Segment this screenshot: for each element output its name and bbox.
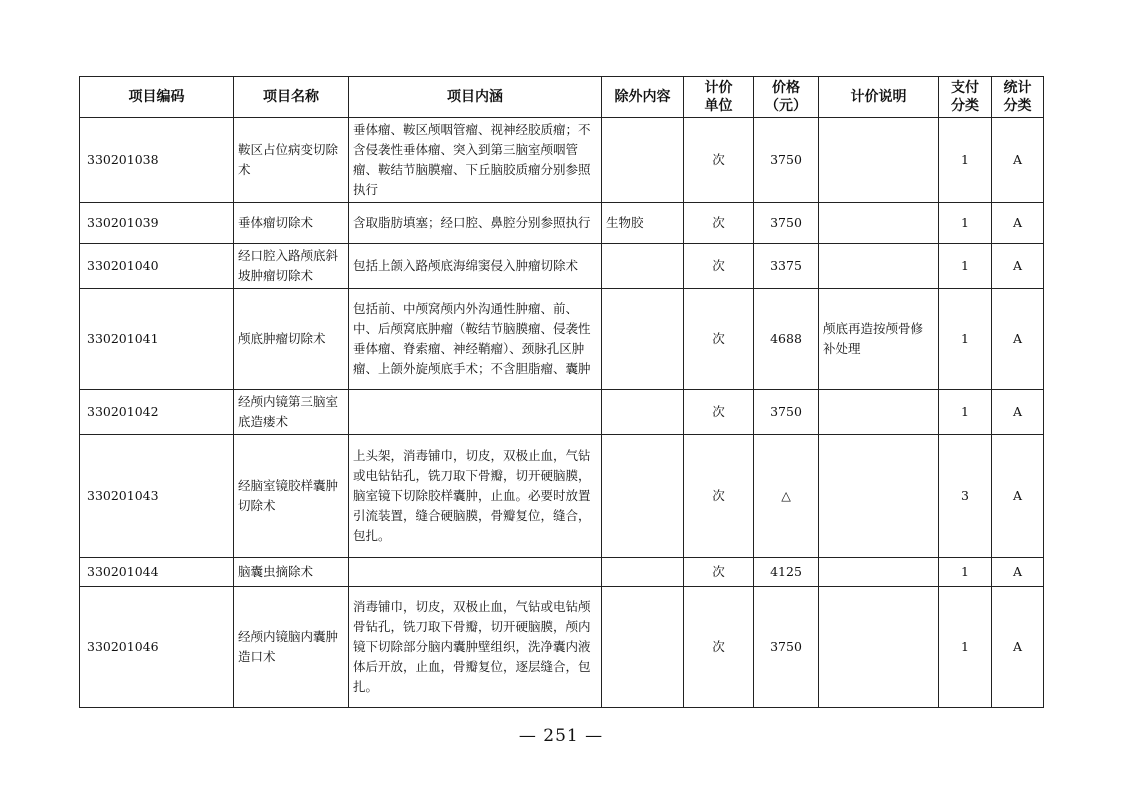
item-stat-class: A — [992, 435, 1044, 558]
item-stat-class: A — [992, 587, 1044, 708]
item-unit: 次 — [684, 244, 754, 289]
item-stat-class: A — [992, 289, 1044, 390]
item-content — [349, 558, 602, 587]
item-name: 垂体瘤切除术 — [234, 203, 349, 244]
item-pay-class: 1 — [939, 118, 992, 203]
item-exclude — [602, 289, 684, 390]
item-pay-class: 1 — [939, 289, 992, 390]
item-code: 330201039 — [80, 203, 234, 244]
table-row — [80, 390, 1044, 435]
item-pay-class: 1 — [939, 587, 992, 708]
item-pay-class: 1 — [939, 244, 992, 289]
header-price — [754, 77, 819, 118]
item-unit: 次 — [684, 587, 754, 708]
item-name: 鞍区占位病变切除术 — [234, 118, 349, 203]
item-name: 脑囊虫摘除术 — [234, 558, 349, 587]
table-row — [80, 244, 1044, 289]
item-unit: 次 — [684, 203, 754, 244]
item-note — [819, 118, 939, 203]
item-price: 3750 — [754, 118, 819, 203]
item-note — [819, 244, 939, 289]
header-code: 项目编码 — [80, 77, 234, 118]
table-row — [80, 435, 1044, 558]
item-price: 4688 — [754, 289, 819, 390]
item-note — [819, 435, 939, 558]
header-unit — [684, 77, 754, 118]
header-price-line2: （元） — [765, 98, 807, 114]
item-content: 消毒铺巾，切皮，双极止血，气钻或电钻颅骨钻孔，铣刀取下骨瓣，切开硬脑膜，颅内镜下切除部分脑内囊肿壁组织，洗净囊内液体后开放，止血，骨瓣复位，逐层缝合，包扎。 — [349, 587, 602, 708]
item-content: 上头架，消毒铺巾，切皮，双极止血，气钻或电钻钻孔，铣刀取下骨瓣，切开硬脑膜，脑室镜下切除胶样囊肿，止血。必要时放置引流装置，缝合硬脑膜，骨瓣复位，缝合，包扎。 — [349, 435, 602, 558]
item-content: 垂体瘤、鞍区颅咽管瘤、视神经胶质瘤；不含侵袭性垂体瘤、突入到第三脑室颅咽管瘤、鞍结节脑膜瘤、下丘脑胶质瘤分别参照执行 — [349, 118, 602, 203]
item-exclude: 生物胶 — [602, 203, 684, 244]
item-pay-class: 1 — [939, 203, 992, 244]
header-pay-line2: 分类 — [951, 98, 979, 114]
header-stat-line2: 分类 — [1003, 98, 1032, 114]
item-code: 330201043 — [80, 435, 234, 558]
item-unit: 次 — [684, 289, 754, 390]
header-row — [80, 77, 1044, 118]
header-content: 项目内涵 — [349, 77, 602, 118]
item-stat-class: A — [992, 203, 1044, 244]
item-unit: 次 — [684, 118, 754, 203]
table-row — [80, 558, 1044, 587]
table-row — [80, 587, 1044, 708]
item-exclude — [602, 390, 684, 435]
header-pay — [939, 77, 992, 118]
item-pay-class: 1 — [939, 390, 992, 435]
item-code: 330201038 — [80, 118, 234, 203]
header-name: 项目名称 — [234, 77, 349, 118]
item-price: △ — [754, 435, 819, 558]
fee-table — [79, 76, 1044, 708]
item-exclude — [602, 118, 684, 203]
item-code: 330201040 — [80, 244, 234, 289]
item-name: 经颅内镜第三脑室底造瘘术 — [234, 390, 349, 435]
item-exclude — [602, 587, 684, 708]
item-note — [819, 203, 939, 244]
table-row — [80, 203, 1044, 244]
item-price: 4125 — [754, 558, 819, 587]
item-note — [819, 390, 939, 435]
item-code: 330201042 — [80, 390, 234, 435]
header-stat — [992, 77, 1044, 118]
item-name: 经脑室镜胶样囊肿切除术 — [234, 435, 349, 558]
item-note — [819, 587, 939, 708]
item-price: 3750 — [754, 587, 819, 708]
item-code: 330201044 — [80, 558, 234, 587]
header-pay-line1: 支付 — [951, 80, 979, 96]
item-name: 经颅内镜脑内囊肿造口术 — [234, 587, 349, 708]
item-stat-class: A — [992, 118, 1044, 203]
page-number: — 251 — — [518, 726, 604, 746]
item-content — [349, 390, 602, 435]
item-pay-class: 1 — [939, 558, 992, 587]
item-unit: 次 — [684, 435, 754, 558]
item-content: 包括上颌入路颅底海绵窦侵入肿瘤切除术 — [349, 244, 602, 289]
item-name: 颅底肿瘤切除术 — [234, 289, 349, 390]
item-exclude — [602, 435, 684, 558]
header-unit-line2: 单位 — [704, 98, 733, 114]
item-note: 颅底再造按颅骨修补处理 — [819, 289, 939, 390]
item-stat-class: A — [992, 558, 1044, 587]
header-stat-line1: 统计 — [1003, 80, 1032, 96]
item-unit: 次 — [684, 390, 754, 435]
item-price: 3750 — [754, 390, 819, 435]
item-price: 3750 — [754, 203, 819, 244]
item-stat-class: A — [992, 390, 1044, 435]
item-code: 330201046 — [80, 587, 234, 708]
item-note — [819, 558, 939, 587]
item-pay-class: 3 — [939, 435, 992, 558]
item-exclude — [602, 558, 684, 587]
table-row — [80, 118, 1044, 203]
header-exclude: 除外内容 — [602, 77, 684, 118]
header-note: 计价说明 — [819, 77, 939, 118]
item-stat-class: A — [992, 244, 1044, 289]
item-unit: 次 — [684, 558, 754, 587]
item-content: 含取脂肪填塞；经口腔、鼻腔分别参照执行 — [349, 203, 602, 244]
header-unit-line1: 计价 — [704, 80, 733, 96]
item-price: 3375 — [754, 244, 819, 289]
item-code: 330201041 — [80, 289, 234, 390]
item-exclude — [602, 244, 684, 289]
item-name: 经口腔入路颅底斜坡肿瘤切除术 — [234, 244, 349, 289]
item-content: 包括前、中颅窝颅内外沟通性肿瘤、前、中、后颅窝底肿瘤（鞍结节脑膜瘤、侵袭性垂体瘤、脊索瘤、神经鞘瘤）、颈脉孔区肿瘤、上颌外旋颅底手术；不含胆脂瘤、囊肿 — [349, 289, 602, 390]
table-row — [80, 289, 1044, 390]
fee-table-container — [79, 76, 1043, 708]
header-price-line1: 价格 — [772, 80, 800, 96]
